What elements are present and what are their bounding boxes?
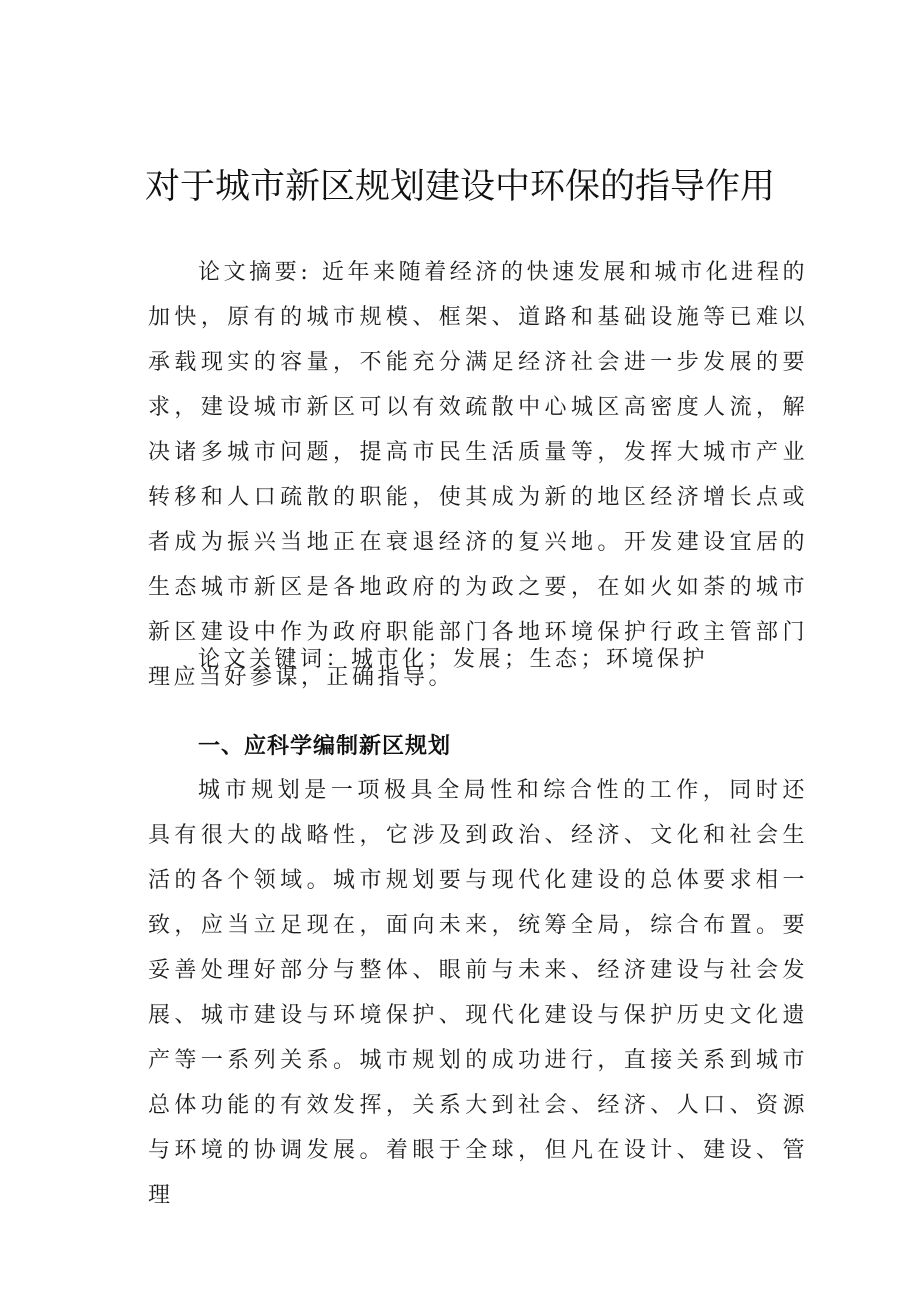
section-paragraph: 城市规划是一项极具全局性和综合性的工作，同时还具有很大的战略性，它涉及到政治、经济、文化和社会生活的各个领域。城市规划要与现代化建设的总体要求相一致，应当立足现在，面向未来，统筹全局，综合布置。要妥善处理好部分与整体、眼前与未来、经济建设与社会发展、城市建设与环境保护、现代化建设与保护历史文化遗产等一系列关系。城市规划的成功进行，直接关系到城市总体功能的有效发挥，关系大到社会、经济、人口、资源与环境的协调发展。着眼于全球，但凡在设计、建设、管理 bbox=[148, 778, 808, 1208]
abstract-paragraph: 论文摘要: 近年来随着经济的快速发展和城市化进程的加快，原有的城市规模、框架、道路和基础设施等已难以承载现实的容量，不能充分满足经济社会进一步发展的要求，建设城市新区可以有效疏散中心城区高密度人流，解决诸多城市问题，提高市民生活质量等，发挥大城市产业转移和人口疏散的职能，使其成为新的地区经济增长点或者成为振兴当地正在衰退经济的复兴地。开发建设宜居的生态城市新区是各地政府的为政之要，在如火如荼的城市新区建设中作为政府职能部门各地环境保护行政主管部门理应当好参谋，正确指导。 bbox=[148, 260, 808, 690]
section-body bbox=[148, 768, 808, 1218]
keywords-block bbox=[148, 637, 808, 682]
keywords-paragraph: 论文关键词：城市化；发展；生态；环境保护 bbox=[198, 647, 709, 672]
section-heading: 一、应科学编制新区规划 bbox=[198, 734, 452, 759]
document-title: 对于城市新区规划建设中环保的指导作用 bbox=[144, 167, 775, 207]
abstract-block bbox=[148, 250, 808, 700]
